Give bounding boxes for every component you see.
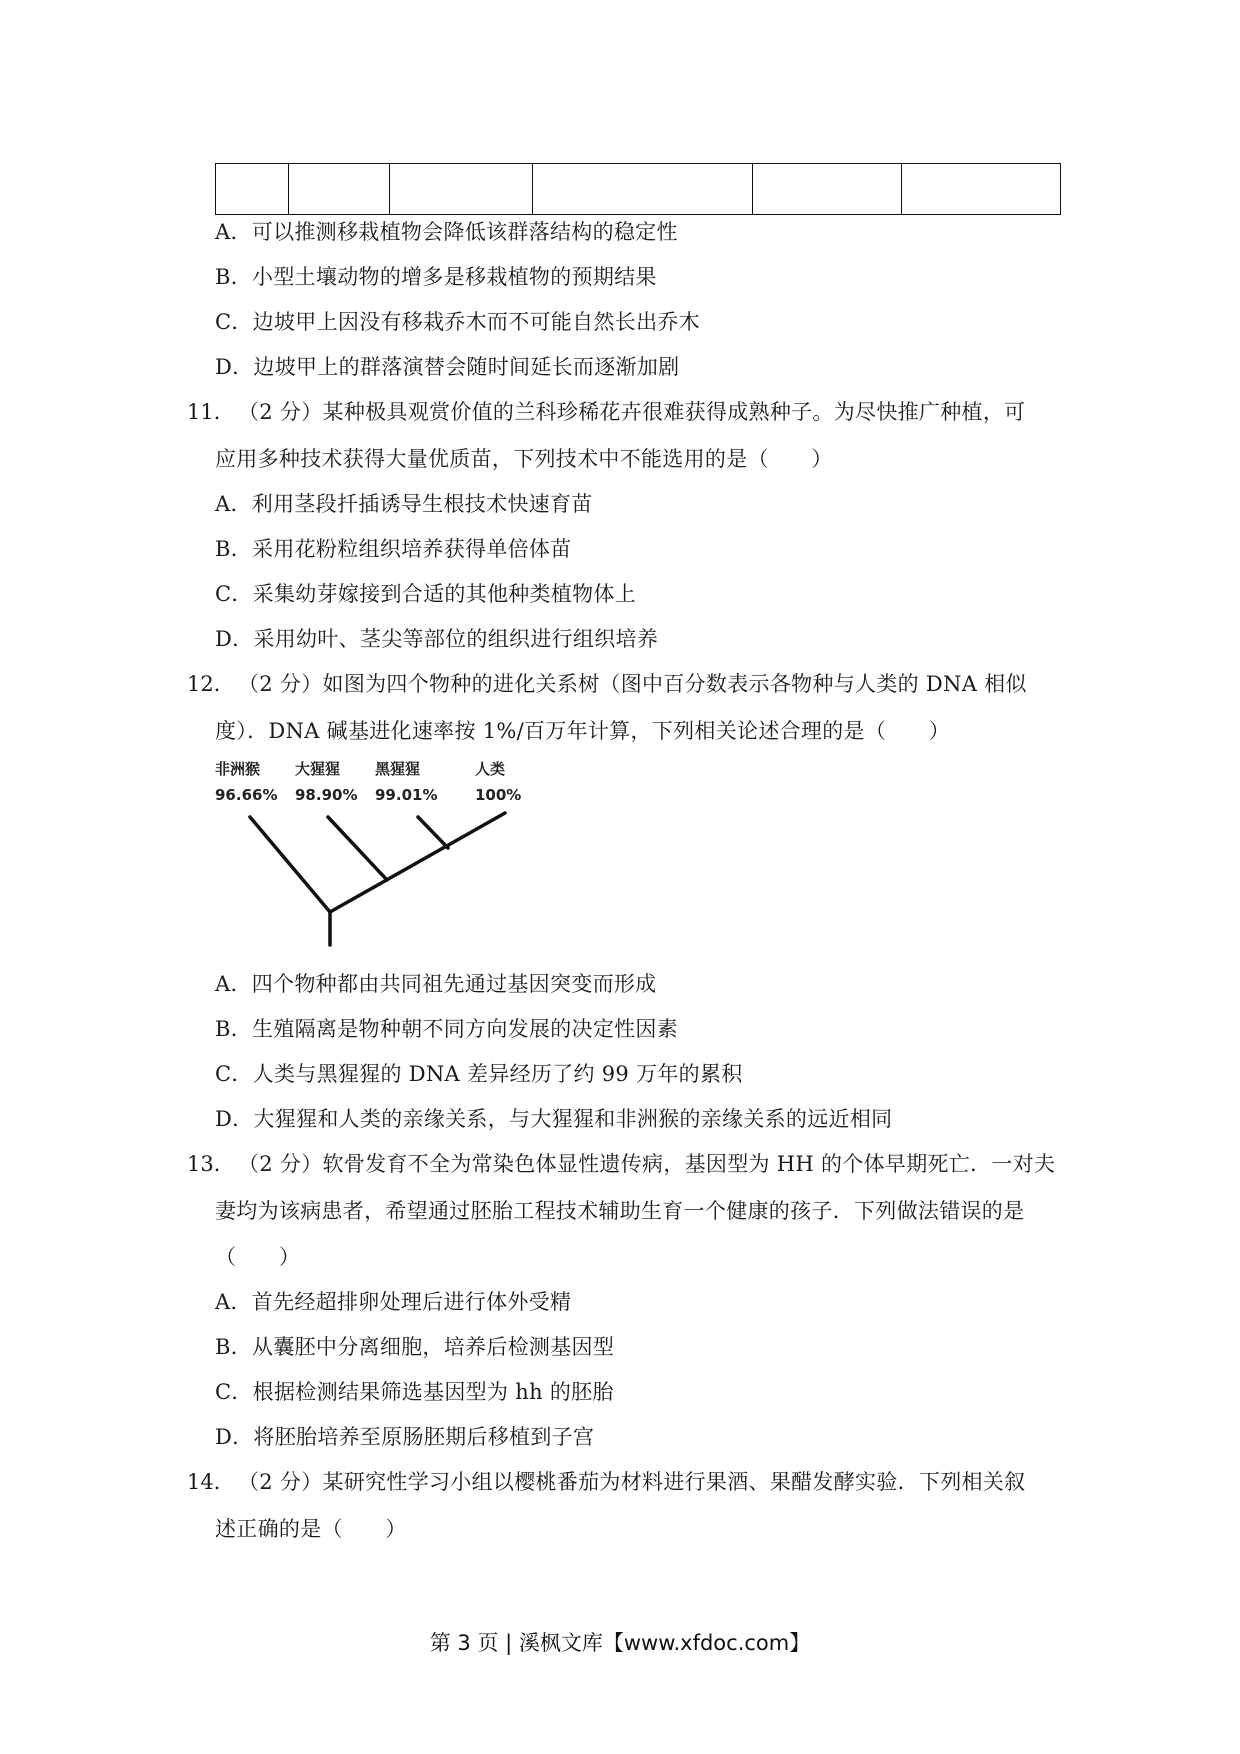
q11-stem-line-1: （2 分）某种极具观赏价值的兰科珍稀花卉很难获得成熟种子。为尽快推广种植，可 xyxy=(238,400,1026,424)
q11-option-b: B．采用花粉粒组织培养获得单倍体苗 xyxy=(215,537,572,561)
similarity-african-monkey: 96.66% xyxy=(215,786,278,804)
q11-option-a: A．利用茎段扦插诱导生根技术快速育苗 xyxy=(215,492,593,516)
q10-option-c: C．边坡甲上因没有移栽乔木而不可能自然长出乔木 xyxy=(215,310,700,334)
q14-stem-line-1: （2 分）某研究性学习小组以樱桃番茄为材料进行果酒、果醋发酵实验．下列相关叙 xyxy=(238,1470,1026,1494)
similarity-gorilla: 98.90% xyxy=(295,786,358,804)
q13-stem-line-1: （2 分）软骨发育不全为常染色体显性遗传病，基因型为 HH 的个体早期死亡．一对夫 xyxy=(238,1152,1056,1176)
branch-gorilla xyxy=(328,817,387,880)
q10-option-b: B．小型土壤动物的增多是移栽植物的预期结果 xyxy=(215,265,657,289)
table-cell xyxy=(753,164,902,215)
q12-option-c: C．人类与黑猩猩的 DNA 差异经历了约 99 万年的累积 xyxy=(215,1062,743,1086)
q13-stem-line-2: 妻均为该病患者，希望通过胚胎工程技术辅助生育一个健康的孩子．下列做法错误的是 xyxy=(215,1199,1025,1223)
species-label-african-monkey: 非洲猴 xyxy=(215,760,261,778)
q13-option-a: A．首先经超排卵处理后进行体外受精 xyxy=(215,1290,572,1314)
q12-option-a: A．四个物种都由共同祖先通过基因突变而形成 xyxy=(215,972,657,996)
q12-option-b: B．生殖隔离是物种朝不同方向发展的决定性因素 xyxy=(215,1017,679,1041)
q12-stem-line-1: （2 分）如图为四个物种的进化关系树（图中百分数表示各物种与人类的 DNA 相似 xyxy=(238,672,1027,696)
q11-option-c: C．采集幼芽嫁接到合适的其他种类植物体上 xyxy=(215,582,637,606)
q11-stem-line-2: 应用多种技术获得大量优质苗，下列技术中不能选用的是（ ） xyxy=(215,447,833,471)
branch-chimpanzee xyxy=(418,817,448,848)
evolution-tree-diagram xyxy=(210,755,550,955)
q14-stem-line-2: 述正确的是（ ） xyxy=(215,1517,407,1541)
table-cell xyxy=(289,164,390,215)
q13-option-c: C．根据检测结果筛选基因型为 hh 的胚胎 xyxy=(215,1380,614,1404)
table-cell xyxy=(533,164,753,215)
table-cell xyxy=(390,164,533,215)
table-row xyxy=(216,164,1061,215)
similarity-chimpanzee: 99.01% xyxy=(375,786,438,804)
q13-number: 13． xyxy=(187,1152,235,1176)
q13-option-b: B．从囊胚中分离细胞，培养后检测基因型 xyxy=(215,1335,615,1359)
q12-stem-line-2: 度）．DNA 碱基进化速率按 1%/百万年计算，下列相关论述合理的是（ ） xyxy=(215,719,951,743)
q11-number: 11． xyxy=(187,400,235,424)
q14-number: 14． xyxy=(187,1470,235,1494)
q12-number: 12． xyxy=(187,672,235,696)
species-label-gorilla: 大猩猩 xyxy=(295,760,341,778)
q10-option-a: A．可以推测移栽植物会降低该群落结构的稳定性 xyxy=(215,220,678,244)
table-cell xyxy=(216,164,289,215)
page-footer: 第 3 页 | 溪枫文库【www.xfdoc.com】 xyxy=(429,1631,811,1655)
q13-stem-line-3: （ ） xyxy=(215,1245,301,1269)
species-label-chimpanzee: 黑猩猩 xyxy=(375,760,421,778)
q13-option-d: D．将胚胎培养至原肠胚期后移植到子宫 xyxy=(215,1425,595,1449)
q11-option-d: D．采用幼叶、茎尖等部位的组织进行组织培养 xyxy=(215,627,659,651)
branch-african-monkey xyxy=(250,817,330,912)
q10-option-d: D．边坡甲上的群落演替会随时间延长而逐渐加剧 xyxy=(215,355,680,379)
branch-human xyxy=(330,813,505,912)
species-label-human: 人类 xyxy=(475,760,506,778)
empty-answer-table xyxy=(215,163,1061,215)
table-cell xyxy=(902,164,1061,215)
similarity-human: 100% xyxy=(475,786,522,804)
q12-option-d: D．大猩猩和人类的亲缘关系，与大猩猩和非洲猴的亲缘关系的远近相同 xyxy=(215,1107,893,1131)
